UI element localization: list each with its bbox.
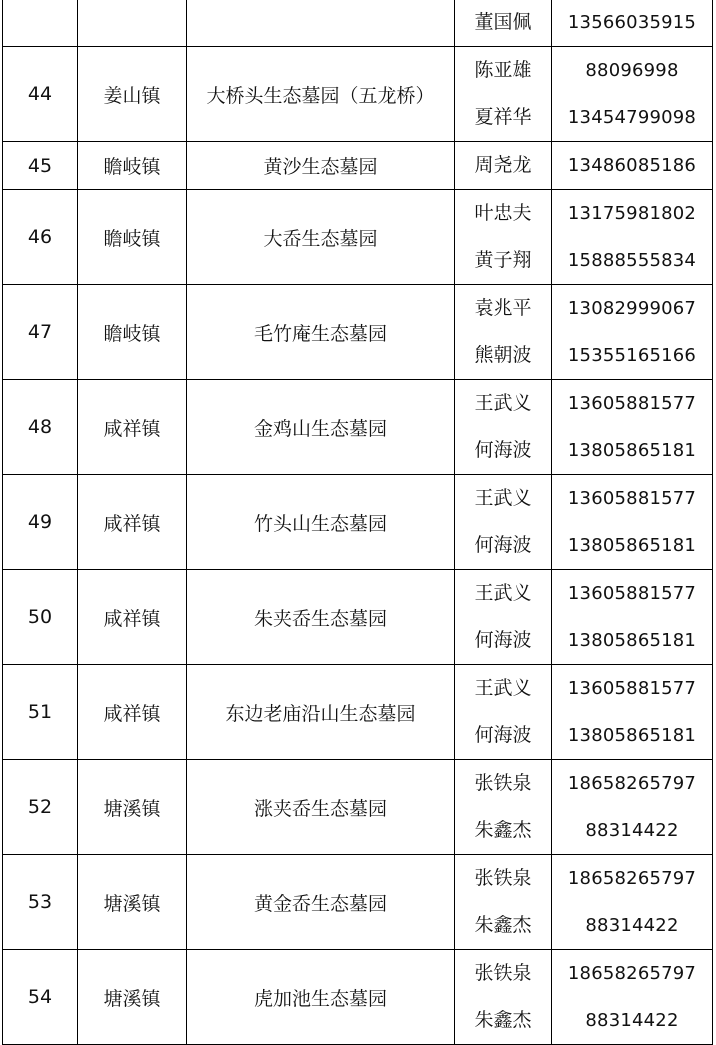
contact-phone: 13082999067: [567, 298, 697, 319]
contact-name: 何海波: [474, 629, 532, 651]
cemetery-name-cell: 竹头山生态墓园: [187, 475, 455, 570]
table-row: [3, 475, 713, 570]
contact-names-cell: [455, 475, 552, 570]
town-cell: 塘溪镇: [78, 950, 187, 1045]
cemetery-name-cell: 虎加池生态墓园: [187, 950, 455, 1045]
cemetery-name-cell: 东边老庙沿山生态墓园: [187, 665, 455, 760]
row-number-cell: 52: [3, 760, 78, 855]
table-row: [3, 855, 713, 950]
contact-names-cell: [455, 855, 552, 950]
cemetery-name-cell: 黄沙生态墓园: [187, 142, 455, 190]
table-row: [3, 760, 713, 855]
contact-phone: 13805865181: [567, 725, 697, 746]
contact-names-cell: [455, 0, 552, 47]
table-row: [3, 570, 713, 665]
contact-names-cell: [455, 760, 552, 855]
cemetery-name-cell: [187, 0, 455, 47]
town-cell: 咸祥镇: [78, 665, 187, 760]
contact-name: 何海波: [474, 534, 532, 556]
contact-phone: 15888555834: [567, 250, 697, 271]
contact-phones-cell: [552, 950, 713, 1045]
contact-name: 王武义: [474, 392, 532, 414]
contact-phone: 13805865181: [567, 630, 697, 651]
table-row: [3, 142, 713, 190]
contact-name: 董国佩: [474, 11, 532, 33]
contact-phone: 13454799098: [567, 107, 697, 128]
row-number-cell: 44: [3, 47, 78, 142]
town-cell: 咸祥镇: [78, 570, 187, 665]
row-number-cell: 48: [3, 380, 78, 475]
contact-phone: 88314422: [585, 820, 679, 841]
contact-phones-cell: [552, 0, 713, 47]
table-row: [3, 0, 713, 47]
table-row: [3, 285, 713, 380]
cemetery-name-cell: 金鸡山生态墓园: [187, 380, 455, 475]
town-cell: 咸祥镇: [78, 475, 187, 570]
town-cell: 塘溪镇: [78, 855, 187, 950]
contact-phones-cell: [552, 855, 713, 950]
contact-phone: 13605881577: [567, 678, 697, 699]
cemetery-name-cell: 毛竹庵生态墓园: [187, 285, 455, 380]
table-row: [3, 47, 713, 142]
contact-phones-cell: [552, 142, 713, 190]
contact-name: 熊朝波: [474, 344, 532, 366]
contact-name: 何海波: [474, 439, 532, 461]
contact-phone: 13805865181: [567, 535, 697, 556]
town-cell: [78, 0, 187, 47]
contact-phones-cell: [552, 285, 713, 380]
table-row: [3, 380, 713, 475]
contact-name: 张铁泉: [474, 772, 532, 794]
contact-name: 王武义: [474, 582, 532, 604]
contact-phone: 88096998: [585, 60, 679, 81]
contact-phone: 13486085186: [567, 155, 697, 176]
contact-phones-cell: [552, 570, 713, 665]
contact-name: 叶忠夫: [474, 202, 532, 224]
contact-names-cell: [455, 570, 552, 665]
table-row: [3, 665, 713, 760]
row-number-cell: 53: [3, 855, 78, 950]
cemetery-name-cell: 朱夹岙生态墓园: [187, 570, 455, 665]
table-row: [3, 190, 713, 285]
contact-name: 夏祥华: [474, 106, 532, 128]
town-cell: 瞻岐镇: [78, 142, 187, 190]
contact-names-cell: [455, 47, 552, 142]
contact-name: 黄子翔: [474, 249, 532, 271]
contact-name: 陈亚雄: [474, 59, 532, 81]
contact-phone: 13605881577: [567, 583, 697, 604]
cemetery-name-cell: 大桥头生态墓园（五龙桥）: [187, 47, 455, 142]
town-cell: 瞻岐镇: [78, 190, 187, 285]
row-number-cell: [3, 0, 78, 47]
table-row: [3, 950, 713, 1045]
town-cell: 塘溪镇: [78, 760, 187, 855]
cemetery-name-cell: 黄金岙生态墓园: [187, 855, 455, 950]
row-number-cell: 47: [3, 285, 78, 380]
contact-name: 朱鑫杰: [474, 819, 532, 841]
row-number-cell: 54: [3, 950, 78, 1045]
contact-phone: 88314422: [585, 1010, 679, 1031]
contact-phones-cell: [552, 475, 713, 570]
contact-name: 朱鑫杰: [474, 1009, 532, 1031]
contact-phone: 18658265797: [567, 963, 697, 984]
cemetery-contact-table: [2, 0, 713, 1045]
town-cell: 瞻岐镇: [78, 285, 187, 380]
contact-names-cell: [455, 142, 552, 190]
contact-names-cell: [455, 190, 552, 285]
contact-names-cell: [455, 380, 552, 475]
contact-phone: 13175981802: [567, 203, 697, 224]
contact-name: 周尧龙: [474, 154, 532, 176]
contact-phone: 13805865181: [567, 440, 697, 461]
contact-name: 朱鑫杰: [474, 914, 532, 936]
row-number-cell: 49: [3, 475, 78, 570]
row-number-cell: 46: [3, 190, 78, 285]
contact-name: 王武义: [474, 677, 532, 699]
contact-phones-cell: [552, 190, 713, 285]
contact-phone: 18658265797: [567, 773, 697, 794]
contact-name: 袁兆平: [474, 297, 532, 319]
contact-phones-cell: [552, 47, 713, 142]
contact-phones-cell: [552, 380, 713, 475]
contact-names-cell: [455, 285, 552, 380]
contact-phones-cell: [552, 665, 713, 760]
contact-phones-cell: [552, 760, 713, 855]
contact-phone: 13605881577: [567, 393, 697, 414]
town-cell: 姜山镇: [78, 47, 187, 142]
table-body: [3, 0, 713, 1045]
contact-phone: 13605881577: [567, 488, 697, 509]
contact-phone: 18658265797: [567, 868, 697, 889]
contact-phone: 13566035915: [567, 12, 697, 33]
cemetery-name-cell: 大岙生态墓园: [187, 190, 455, 285]
contact-names-cell: [455, 665, 552, 760]
row-number-cell: 45: [3, 142, 78, 190]
contact-phone: 88314422: [585, 915, 679, 936]
cemetery-name-cell: 涨夹岙生态墓园: [187, 760, 455, 855]
row-number-cell: 50: [3, 570, 78, 665]
contact-name: 张铁泉: [474, 867, 532, 889]
town-cell: 咸祥镇: [78, 380, 187, 475]
contact-name: 王武义: [474, 487, 532, 509]
contact-names-cell: [455, 950, 552, 1045]
contact-name: 张铁泉: [474, 962, 532, 984]
row-number-cell: 51: [3, 665, 78, 760]
contact-phone: 15355165166: [567, 345, 697, 366]
contact-name: 何海波: [474, 724, 532, 746]
